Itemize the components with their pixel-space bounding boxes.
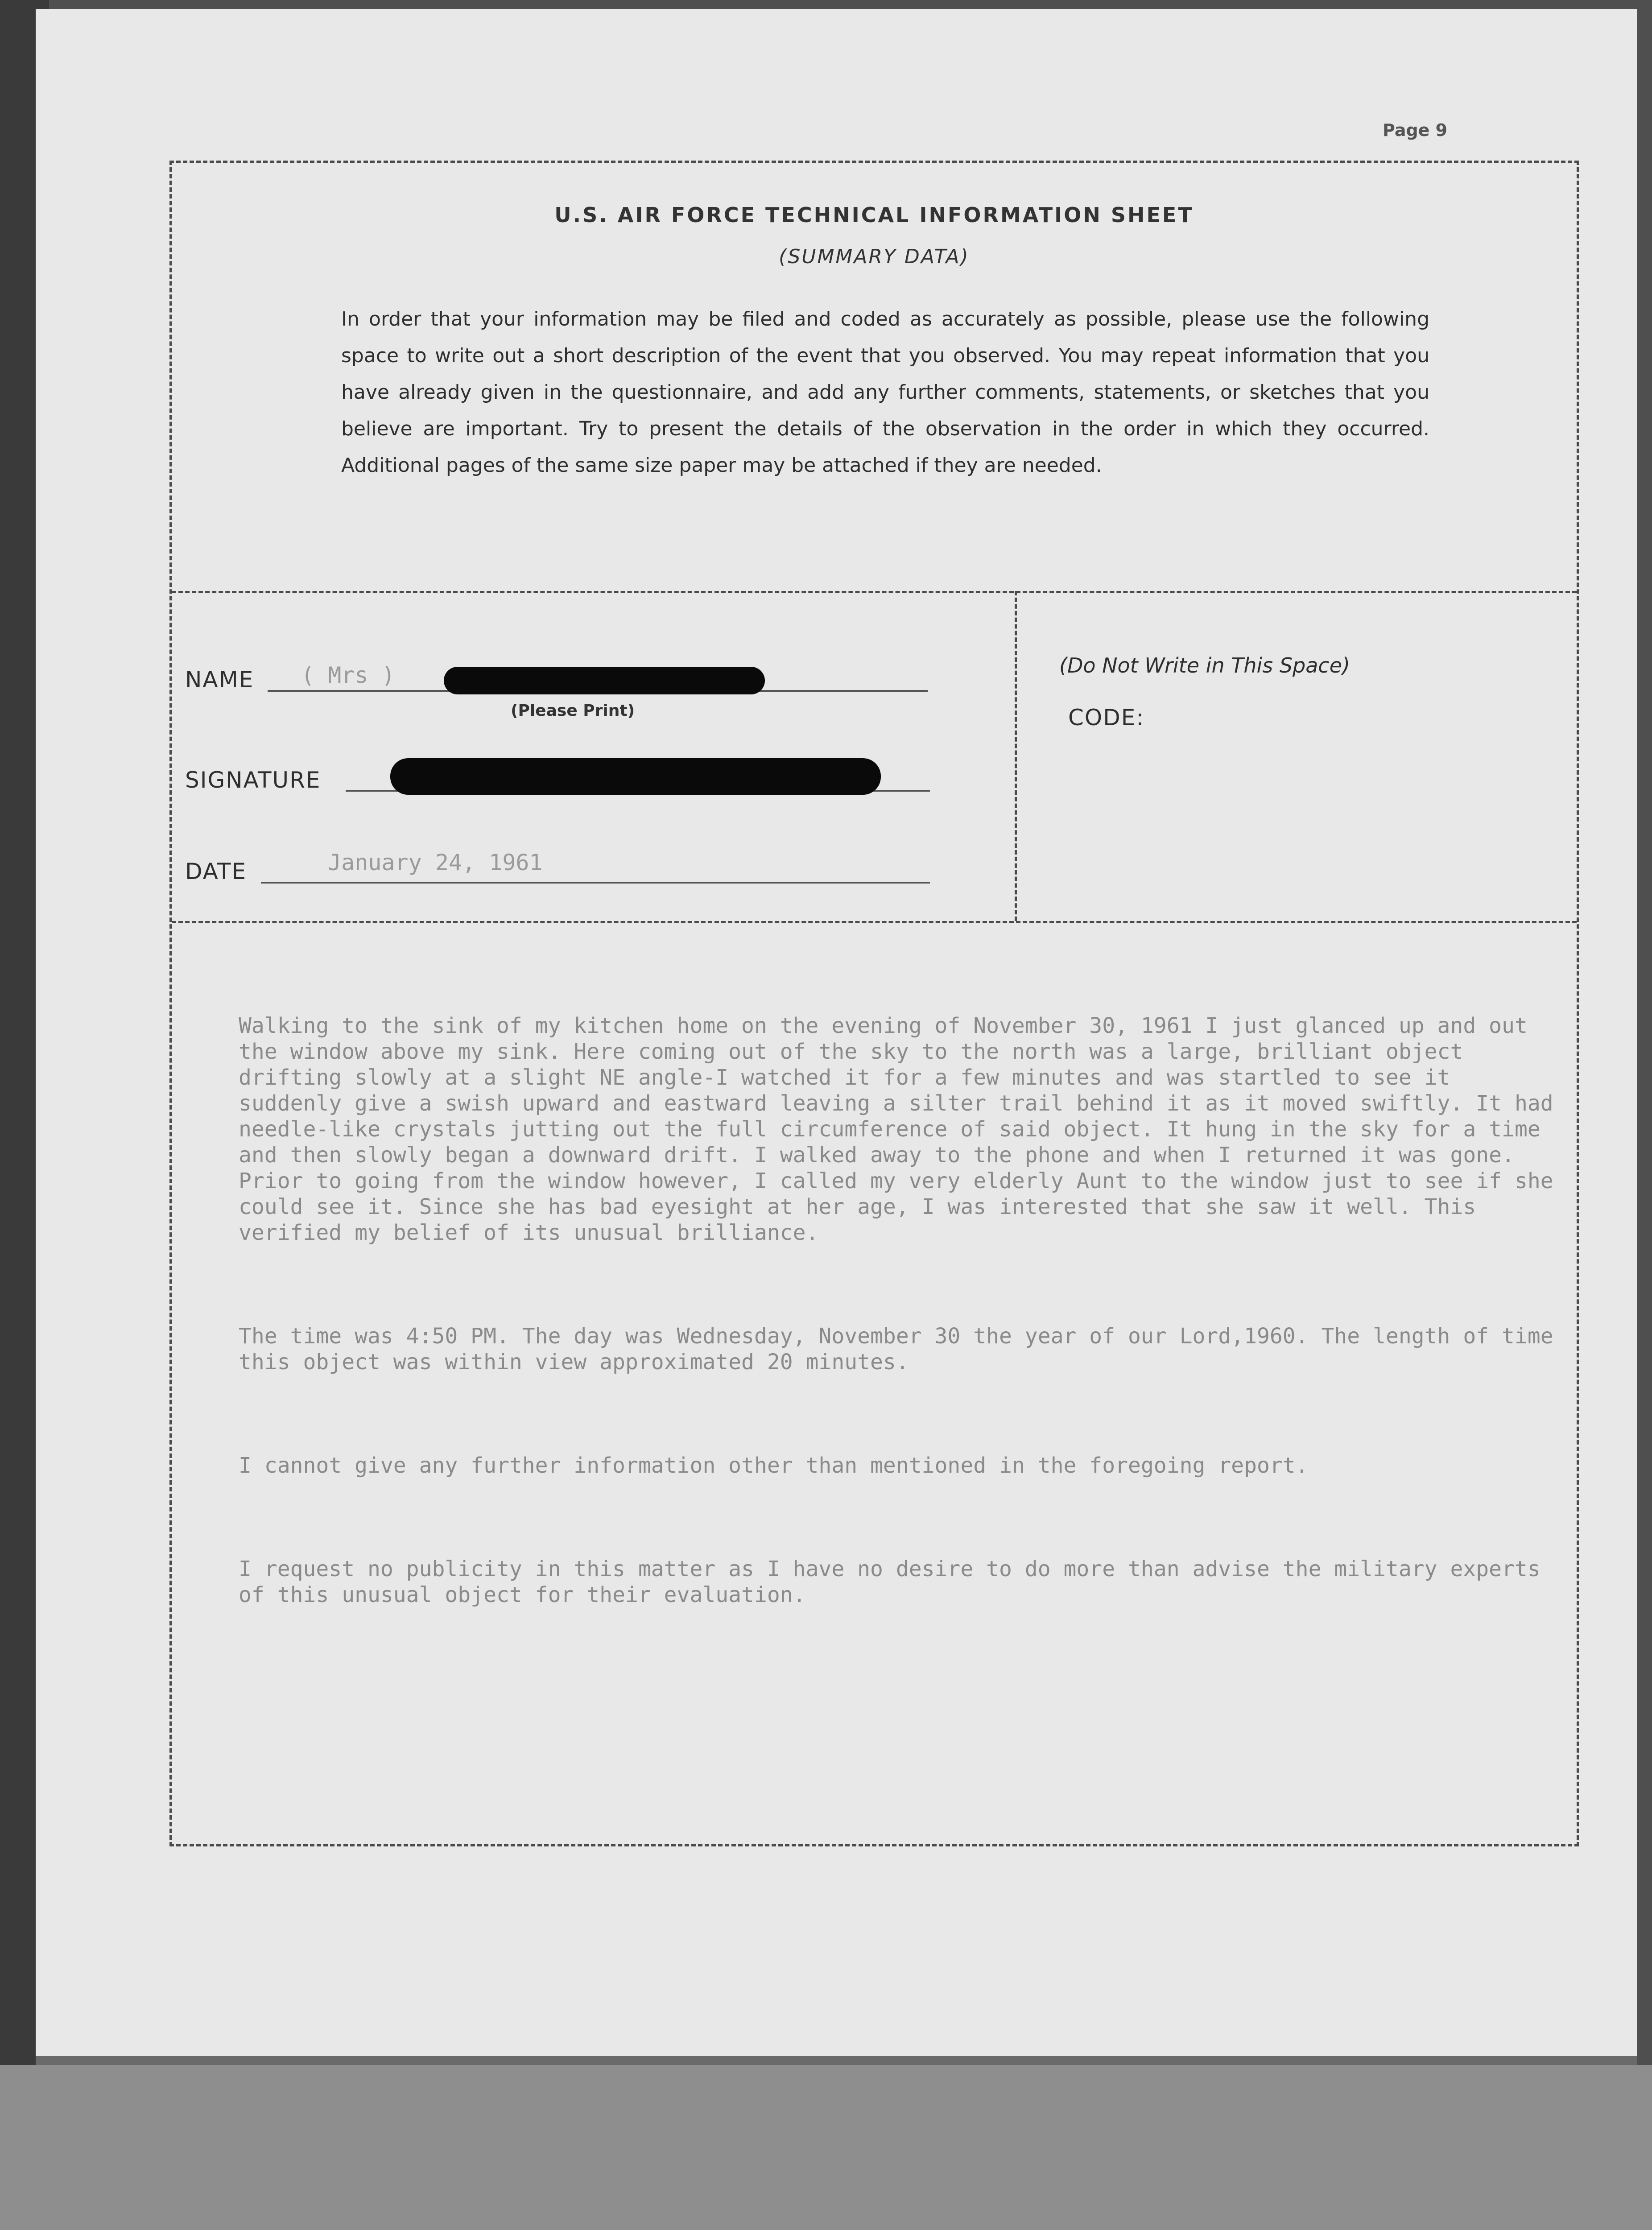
date-value: January 24, 1961 bbox=[328, 850, 543, 875]
form-title: U.S. AIR FORCE TECHNICAL INFORMATION SHEET bbox=[554, 203, 1194, 227]
scan-lower-area bbox=[0, 2065, 1652, 2230]
office-use-note: (Do Not Write in This Space) bbox=[1059, 653, 1350, 677]
form-subtitle: (SUMMARY DATA) bbox=[779, 245, 970, 268]
form-header bbox=[172, 163, 1577, 593]
narrative-paragraph: The time was 4:50 PM. The day was Wednesday, November 30 the year of our Lord,1960. The length of time this object was within view approximated 20 minutes. bbox=[239, 1324, 1566, 1375]
signature-label: SIGNATURE bbox=[185, 767, 321, 793]
name-label: NAME bbox=[185, 667, 254, 693]
description-section bbox=[172, 921, 1577, 1844]
narrative-text bbox=[239, 961, 1566, 1685]
page-number: Page 9 bbox=[1383, 120, 1448, 140]
narrative-paragraph: Walking to the sink of my kitchen home on the evening of November 30, 1961 I just glanced up and out the window above my sink. Here coming out of the sky to the north was a large, brilliant object drifting slowly at a slight NE angle-I watched it for a few minutes and was startled to see it suddenly give a swish upward and eastward leaving a silter trail behind it as it moved swiftly. It had needle-like crystals jutting out the full circumference of said object. It hung in the sky for a time and then slowly began a downward drift. I walked away to the phone and when I returned it was gone. Prior to going from the window however, I called my very elderly Aunt to the window just to see if she could see it. Since she has bad eyesight at her age, I was interested that she saw it well. This verified my belief of its unusual brilliance. bbox=[239, 1013, 1566, 1245]
name-redaction bbox=[444, 667, 765, 694]
identification-section bbox=[172, 591, 1577, 923]
narrative-paragraph: I cannot give any further information other than mentioned in the foregoing report. bbox=[239, 1453, 1309, 1478]
narrative-paragraph: I request no publicity in this matter as I have no desire to do more than advise the military experts of this unusual object for their evaluation. bbox=[239, 1557, 1553, 1607]
code-label: CODE: bbox=[1068, 705, 1145, 731]
name-value: ( Mrs ) bbox=[301, 662, 395, 688]
information-sheet-form bbox=[169, 161, 1579, 1846]
date-line bbox=[261, 882, 930, 884]
document-page bbox=[36, 9, 1637, 2056]
form-instructions: In order that your information may be filed and coded as accurately as possible, please use the following space to write out a short description of the event that you observed. You may repeat information that you have already given in the questionnaire, and add any further comments, statements, or sketches that you believe are important. Try to present the details of the observation in the order in which they occurred. Additional pages of the same size paper may be attached if they are needed. bbox=[341, 308, 1429, 477]
signature-redaction bbox=[390, 758, 881, 795]
name-hint: (Please Print) bbox=[511, 702, 635, 720]
date-label: DATE bbox=[185, 859, 247, 884]
section-divider bbox=[1015, 591, 1017, 921]
